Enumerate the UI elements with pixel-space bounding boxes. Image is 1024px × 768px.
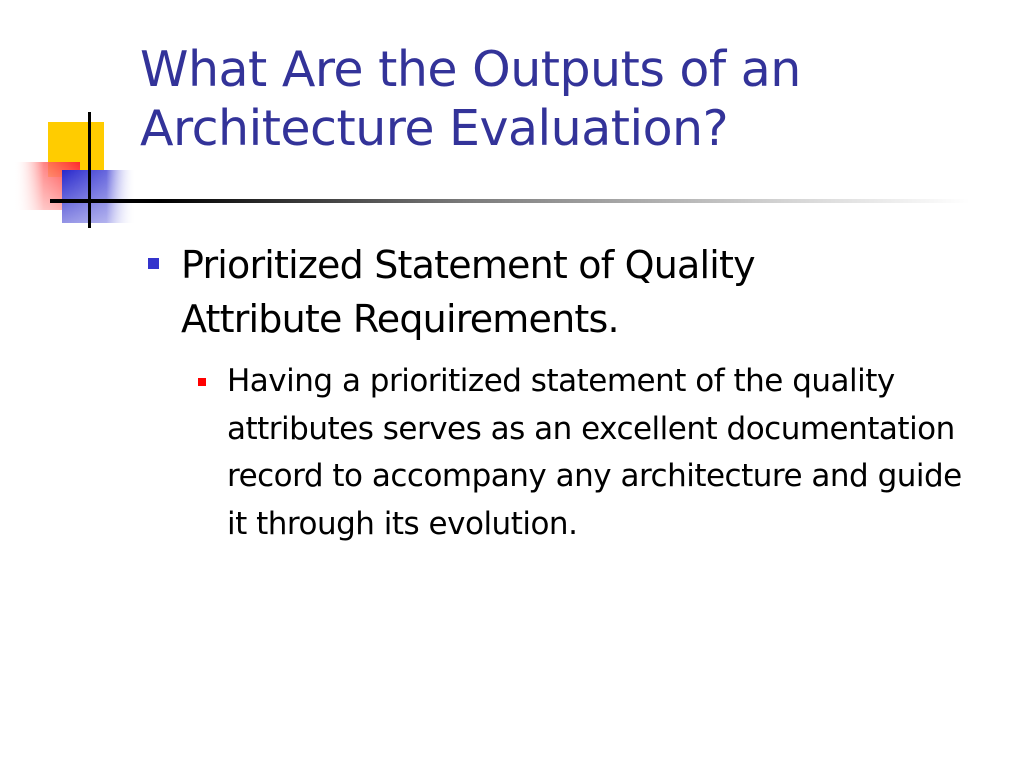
bullet-square-icon [148,258,159,269]
sub-bullet-square-icon [198,378,206,386]
title-divider [50,199,970,203]
slide-logo-icon [0,0,150,240]
bullet-text: Prioritized Statement of Quality Attribute Requirements. [181,243,755,341]
sub-bullet-text: Having a prioritized statement of the quality attributes serves as an excellent documentation record to accompany any architecture and guide it through its evolution. [227,363,962,542]
slide-title: What Are the Outputs of an Architecture Evaluation? [140,41,801,157]
